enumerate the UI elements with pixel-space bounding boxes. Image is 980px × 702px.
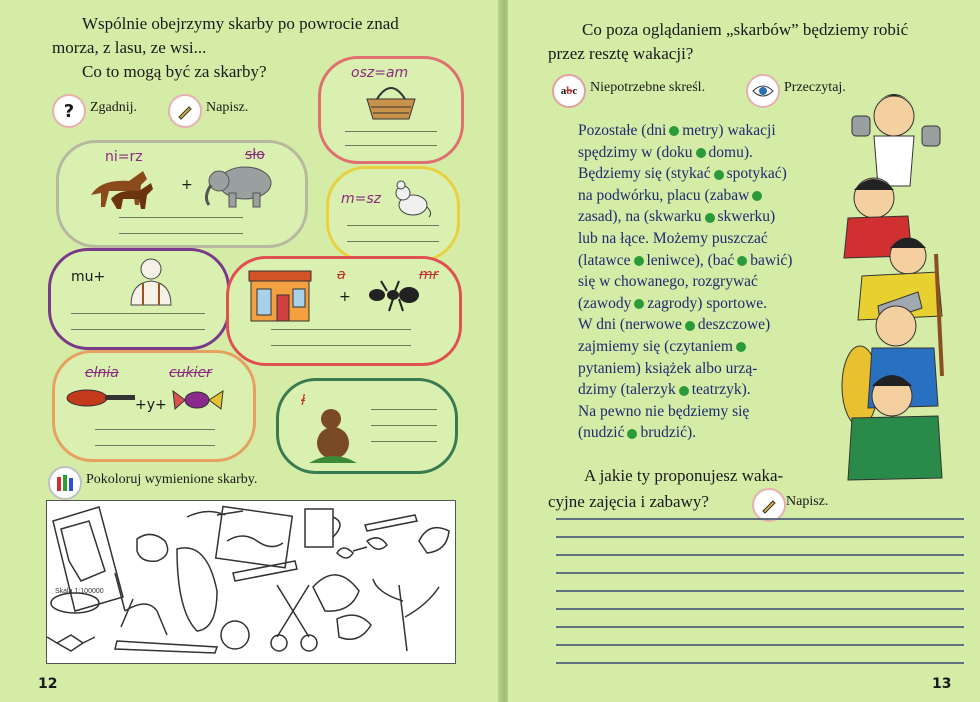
choice-dot[interactable]: [705, 213, 715, 223]
story-text: Pozostałe (dni metry) wakacji spędzimy w (doku domu). Będziemy się (stykać spotykać) na podwórku, placu (zabaw zasad), na (skwarku skwerku) lub na łące. Możemy puszczać (latawce leniwce), (bać bawić) się w chowanego, rozgrywać (zawody zagrody) sportowe. W dni (nerwowe deszczowe) zajmiemy się (czytaniem pytaniem) książek albo urzą- dzimy (talerzyk teatrzyk). Na pewno nie będziemy się (nudzić brudzić).: [578, 122, 793, 442]
choice-dot[interactable]: [634, 256, 644, 266]
plus-sign-2: +: [339, 289, 351, 305]
page-number-right: 13: [932, 676, 952, 692]
basket-icon: [361, 81, 421, 121]
puzzle-shop-ant: [226, 256, 462, 366]
ant-strike: mr: [419, 267, 439, 283]
choice-dot[interactable]: [736, 342, 746, 352]
cross-out-label: Niepotrzebne skreśl.: [590, 80, 706, 95]
choice-dot[interactable]: [696, 148, 706, 158]
write-label: Napisz.: [206, 100, 249, 115]
eye-icon: [746, 74, 780, 108]
crayons-icon: [48, 466, 82, 500]
intro-line-1: Wspólnie obejrzymy skarby po powrocie znad: [82, 14, 399, 33]
choice-dot[interactable]: [679, 386, 689, 396]
write-label-right: Napisz.: [786, 494, 829, 509]
right-page: [508, 0, 980, 702]
man-icon: [121, 255, 181, 307]
puzzle-basket: [318, 56, 464, 164]
monkey-strike: ł: [301, 393, 306, 409]
horse-icon: [81, 165, 171, 209]
frying-pan-icon: [65, 387, 137, 409]
choice-dot[interactable]: [714, 170, 724, 180]
choice-dot[interactable]: [669, 126, 679, 136]
page-number-left: 12: [38, 676, 58, 692]
ant-icon: [367, 277, 423, 313]
prompt-line-2: cyjne zajęcia i zabawy?: [548, 492, 709, 511]
color-label: Pokoloruj wymienione skarby.: [86, 472, 258, 487]
horse-rule: ni=rz: [105, 149, 143, 165]
cross-out-icon: a b c: [552, 74, 586, 108]
guess-label: Zgadnij.: [90, 100, 138, 115]
puzzle-mu: [48, 248, 230, 350]
choice-dot[interactable]: [752, 191, 762, 201]
pencil-icon-right: [752, 488, 786, 522]
mu-plus: mu+: [71, 269, 106, 285]
sugar-strike: cukier: [169, 365, 212, 381]
puzzle-horse-elephant: [56, 140, 308, 248]
children-illustration-icon: [838, 86, 950, 486]
plus-sign: +: [181, 177, 193, 193]
elephant-strike: sło: [245, 147, 265, 163]
shop-icon: [247, 269, 313, 323]
mouse-icon: [389, 179, 433, 219]
prompt-line-1: A jakie ty proponujesz waka-: [584, 466, 784, 485]
elephant-icon: [195, 163, 281, 209]
puzzle-monkey: [276, 378, 458, 474]
choice-dot[interactable]: [685, 321, 695, 331]
pan-strike: elnia: [85, 365, 119, 381]
question-icon: ?: [52, 94, 86, 128]
mouse-rule: m=sz: [341, 191, 382, 207]
choice-dot[interactable]: [737, 256, 747, 266]
choice-dot[interactable]: [627, 429, 637, 439]
puzzle-pan-candy: [52, 350, 256, 462]
shop-strike: a: [337, 267, 346, 283]
treasures-outline-icon: [47, 501, 455, 663]
pencil-icon: [168, 94, 202, 128]
intro-line-3: Co to mogą być za skarby?: [82, 62, 267, 81]
question-line-1: Co poza oglądaniem „skarbów” będziemy robić: [582, 20, 909, 39]
plus-y-plus: +y+: [135, 397, 167, 413]
basket-rule: osz=am: [351, 65, 409, 81]
question-line-2: przez resztę wakacji?: [548, 44, 694, 63]
intro-line-2: morza, z lasu, ze wsi...: [52, 38, 207, 57]
monkey-icon: [305, 405, 361, 465]
map-caption: Skala 1:100000: [55, 588, 104, 595]
coloring-picture: [46, 500, 456, 664]
read-label: Przeczytaj.: [784, 80, 846, 95]
puzzle-mouse: [326, 166, 460, 262]
candy-icon: [171, 385, 225, 415]
choice-dot[interactable]: [634, 299, 644, 309]
